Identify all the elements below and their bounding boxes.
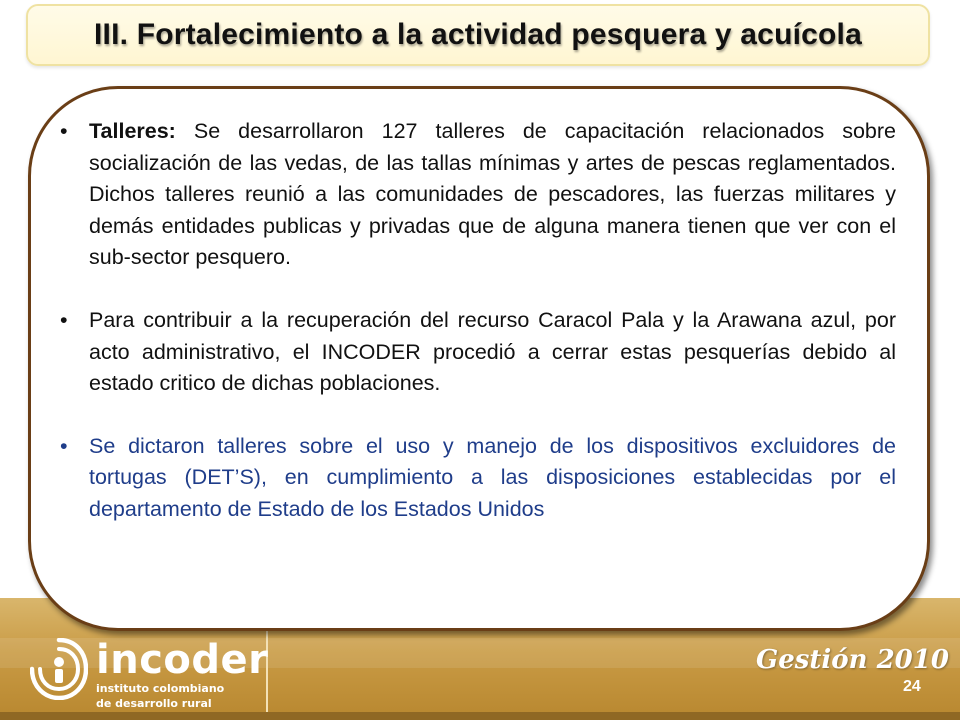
slide-title: III. Fortalecimiento a la actividad pesquera y acuícola	[94, 18, 862, 51]
incoder-logo-icon	[30, 638, 88, 700]
bullet-item-det	[60, 431, 896, 526]
logo-subtitle-1: instituto colombiano	[96, 682, 225, 695]
incoder-logo	[96, 637, 269, 710]
bullet-marker: •	[60, 119, 68, 143]
logo-subtitle-2: de desarrollo rural	[96, 697, 212, 710]
bullet-item-recuperacion	[60, 305, 896, 400]
bullet-text-recuperacion: Para contribuir a la recuperación del recurso Caracol Pala y la Arawana azul, por acto administrativo, el INCODER procedió a cerrar estas pesquerías debido al estado critico de dichas poblaciones.	[89, 307, 896, 396]
bullet-text-talleres: Se desarrollaron 127 talleres de capacitación relacionados sobre socialización de las vedas, de las tallas mínimas y artes de pescas reglamentados. Dichos talleres reunió a las comunidades de pescadores, las fuerzas militares y demás entidades publicas y privadas que de alguna manera tienen que ver con el sub-sector pesquero.	[89, 119, 896, 270]
bullet-item-talleres	[60, 116, 896, 274]
bullet-list	[60, 116, 896, 557]
footer-bottom-bar	[0, 712, 960, 720]
bullet-marker: •	[60, 307, 68, 332]
page-number: 24	[903, 678, 921, 695]
bullet-text-det: Se dictaron talleres sobre el uso y manejo de los dispositivos excluidores de tortugas (DET’S), en cumplimiento a las disposiciones establecidas por el departamento de Estado de los Estados Unidos	[89, 433, 896, 521]
logo-name: incoder	[96, 637, 269, 683]
gestion-label: Gestión 2010	[756, 645, 949, 675]
slide-title-box	[26, 4, 930, 66]
bullet-lead-talleres: Talleres:	[89, 119, 176, 143]
bullet-marker: •	[60, 433, 68, 458]
